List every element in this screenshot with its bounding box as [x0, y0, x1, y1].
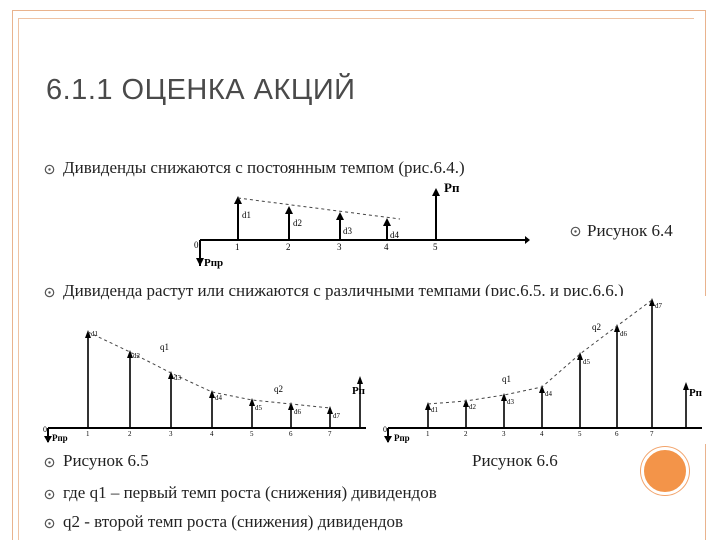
fig4-tick: 3	[337, 242, 342, 252]
fig5-bar-label: d1	[91, 330, 98, 338]
fig5-tick: 4	[210, 430, 214, 438]
fig5-tick: 3	[169, 430, 173, 438]
fig6-bar-label: d5	[583, 358, 590, 366]
bullet-text-5: q2 - второй темп роста (снижения) дивидендов	[63, 512, 404, 531]
fig6-tick: 3	[502, 430, 506, 438]
figure-6-6	[380, 296, 706, 444]
figure-6-5-caption: Рисунок 6.5	[63, 451, 149, 470]
fig6-pnp: Pпр	[394, 433, 410, 443]
bullet-icon	[570, 226, 581, 237]
bullet-text-4: где q1 – первый темп роста (снижения) дивидендов	[63, 483, 437, 502]
fig5-q1: q1	[160, 342, 169, 352]
fig6-bar-label: d3	[507, 398, 514, 406]
fig6-pn: Pп	[688, 387, 702, 399]
bullet-icon	[44, 518, 55, 529]
fig4-tick: 2	[286, 242, 291, 252]
bullet-icon	[44, 457, 55, 468]
fig6-origin: 0	[383, 425, 387, 434]
fig5-tick: 2	[128, 430, 132, 438]
fig6-q2: q2	[592, 322, 601, 332]
fig5-tick: 5	[250, 430, 254, 438]
fig6-tick: 4	[540, 430, 544, 438]
figure-6-4	[190, 178, 530, 270]
fig4-bar-label: d4	[390, 230, 399, 240]
bullet-icon	[44, 164, 55, 175]
fig4-bar-label: d1	[242, 210, 251, 220]
fig6-tick: 2	[464, 430, 468, 438]
fig5-bar-label: d5	[255, 404, 262, 412]
fig4-pn: Pп	[444, 180, 460, 195]
fig5-bar-label: d6	[294, 408, 301, 416]
fig4-origin: 0	[194, 240, 199, 250]
fig5-origin: 0	[43, 425, 47, 434]
fig4-tick: 5	[433, 242, 438, 252]
fig4-bar-label: d3	[343, 226, 352, 236]
fig6-tick: 7	[650, 430, 654, 438]
fig5-bar-label: d7	[333, 412, 340, 420]
figure-6-5	[40, 322, 372, 444]
figure-6-4-caption: Рисунок 6.4	[587, 221, 673, 240]
bullet-text-1: Дивиденды снижаются с постоянным темпом (рис.6.4.)	[63, 158, 465, 177]
fig5-bar-label: d2	[133, 352, 140, 360]
fig5-bar-label: d4	[215, 394, 222, 402]
fig4-bar-label: d2	[293, 218, 302, 228]
fig6-bar-label: d7	[655, 302, 662, 310]
fig6-bar-label: d1	[431, 406, 438, 414]
fig5-pnp: Pпр	[52, 433, 68, 443]
fig4-tick: 1	[235, 242, 240, 252]
fig4-pnp: Pпр	[204, 257, 224, 269]
decorative-orange-circle	[641, 447, 689, 495]
fig6-bar-label: d6	[620, 330, 627, 338]
figure-6-6-caption: Рисунок 6.6	[472, 451, 558, 470]
slide-title: 6.1.1 ОЦЕНКА АКЦИЙ	[46, 74, 356, 106]
fig5-pn: Pп	[351, 385, 365, 397]
fig5-tick: 1	[86, 430, 90, 438]
fig6-q1: q1	[502, 374, 511, 384]
fig4-tick: 4	[384, 242, 389, 252]
fig6-bar-label: d4	[545, 390, 552, 398]
fig5-q2: q2	[274, 384, 283, 394]
bullet-icon	[44, 287, 55, 298]
bullet-text-2: Дивиденда растут или снижаются с различными темпами (рис.6.5. и рис.6.6.)	[63, 281, 624, 300]
bullet-icon	[44, 489, 55, 500]
fig6-bar-label: d2	[469, 403, 476, 411]
fig5-bar-label: d3	[174, 374, 181, 382]
fig6-tick: 1	[426, 430, 430, 438]
fig6-tick: 6	[615, 430, 619, 438]
fig5-tick: 7	[328, 430, 332, 438]
fig5-tick: 6	[289, 430, 293, 438]
fig6-tick: 5	[578, 430, 582, 438]
